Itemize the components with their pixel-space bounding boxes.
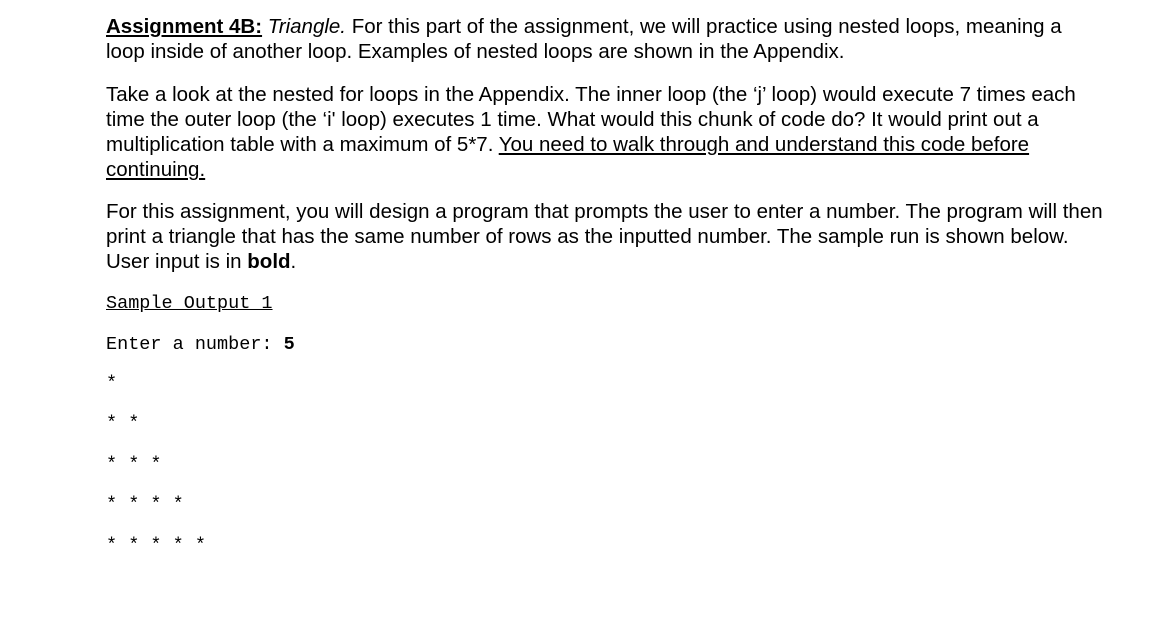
sample-output-heading: Sample Output 1 bbox=[106, 293, 273, 314]
nested-loop-text: Take a look at the nested for loops in the Appendix. The inner loop (the ‘j’ loop) would execute 7 times each time the outer loop (the ‘i' loop) executes 1 time. What would this chunk of code do? It would print out a multiplication table with a maximum of 5*7. bbox=[106, 82, 1076, 157]
task-end: . bbox=[290, 250, 297, 274]
triangle-row: * * * * * bbox=[106, 535, 206, 556]
triangle-row: * bbox=[106, 373, 118, 394]
bold-word: bold bbox=[247, 250, 291, 274]
assignment-title: Triangle. bbox=[267, 15, 347, 38]
assignment-document bbox=[106, 14, 1106, 275]
triangle-row: * * * * bbox=[106, 494, 184, 515]
walkthrough-instruction: You need to walk through and understand this code before continuing. bbox=[106, 133, 1030, 182]
triangle-row: * * bbox=[106, 413, 140, 434]
intro-paragraph bbox=[106, 14, 1106, 65]
triangle-row: * * * bbox=[106, 454, 162, 475]
assignment-label: Assignment 4B: bbox=[106, 15, 263, 38]
intro-text: For this part of the assignment, we will practice using nested loops, meaning a loop inside of another loop. Examples of nested loops are shown in the Appendix. bbox=[106, 15, 1062, 64]
nested-loop-paragraph bbox=[106, 82, 1106, 183]
user-input-value: 5 bbox=[283, 334, 295, 355]
sample-prompt-line bbox=[106, 332, 295, 358]
task-text: For this assignment, you will design a program that prompts the user to enter a number. The program will then print a triangle that has the same number of rows as the inputted number. The sample run is shown below. User input is in bbox=[106, 199, 1103, 274]
task-paragraph bbox=[106, 199, 1106, 275]
prompt-text: Enter a number: bbox=[106, 334, 284, 355]
